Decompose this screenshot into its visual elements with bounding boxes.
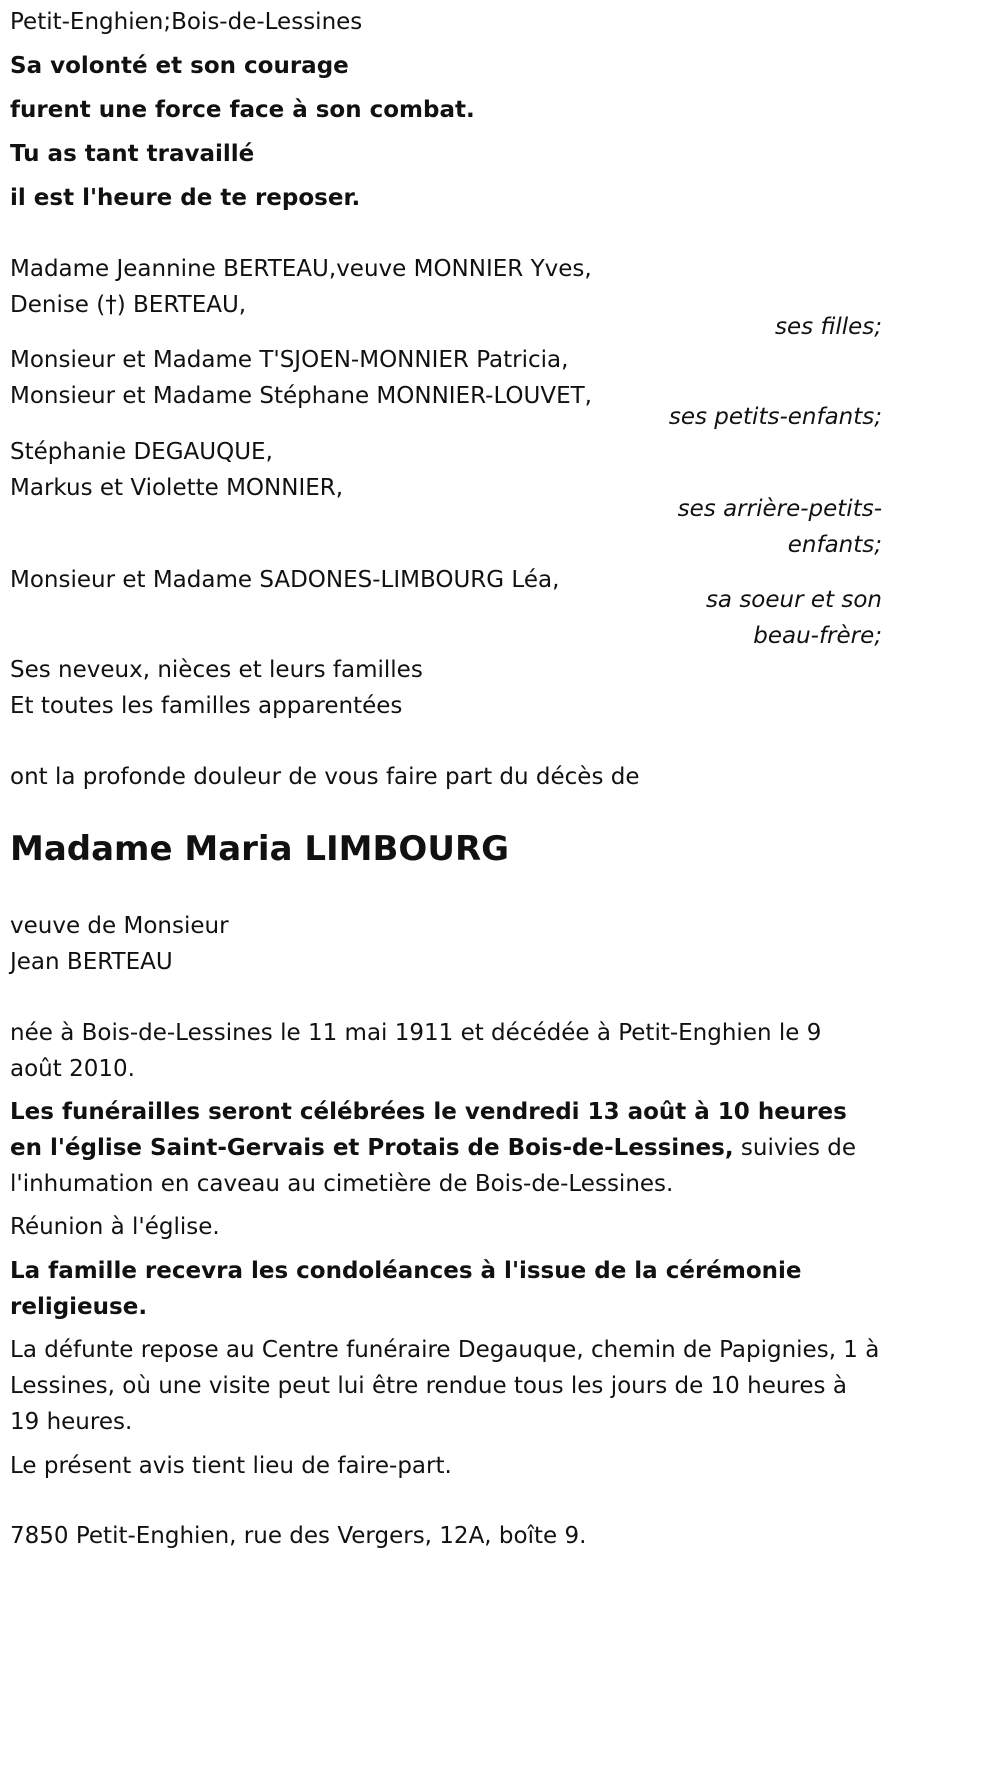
notice-line: Le présent avis tient lieu de faire-part. xyxy=(10,1453,452,1479)
family-grandchildren-line-1: Monsieur et Madame T'SJOEN-MONNIER Patricia, xyxy=(10,347,569,373)
family-great-grandchildren-line-1: Stéphanie DEGAUQUE, xyxy=(10,439,273,465)
address-line: 7850 Petit-Enghien, rue des Vergers, 12A, boîte 9. xyxy=(10,1523,587,1549)
widow-line-1: veuve de Monsieur xyxy=(10,913,229,939)
role-great-grandchildren-line-2: enfants; xyxy=(787,532,882,558)
funeral-details-rest: suivies de l'inhumation en caveau au cimetière de Bois-de-Lessines. xyxy=(10,1135,857,1197)
role-great-grandchildren-line-1: ses arrière-petits- xyxy=(677,496,882,522)
role-daughters: ses filles; xyxy=(775,314,882,340)
role-sister-line-1: sa soeur et son xyxy=(705,587,882,613)
family-sister-line-1: Monsieur et Madame SADONES-LIMBOURG Léa, xyxy=(10,567,560,593)
role-sister-line-2: beau-frère; xyxy=(753,623,882,649)
family-great-grandchildren-line-2: Markus et Violette MONNIER, xyxy=(10,475,344,501)
funeral-paragraph xyxy=(10,1094,880,1202)
birth-death-paragraph: née à Bois-de-Lessines le 11 mai 1911 et décédée à Petit-Enghien le 9 août 2010. xyxy=(10,1020,822,1082)
place-line: Petit-Enghien;Bois-de-Lessines xyxy=(10,9,363,35)
family-others-line-2: Et toutes les familles apparentées xyxy=(10,693,403,719)
poem-line-3: Tu as tant travaillé xyxy=(10,141,255,167)
poem-line-2: furent une force face à son combat. xyxy=(10,97,475,123)
reunion-line: Réunion à l'église. xyxy=(10,1214,220,1240)
poem-line-4: il est l'heure de te reposer. xyxy=(10,185,361,211)
funeral-details-bold: Les funérailles seront célébrées le vendredi 13 août à 10 heures en l'église Saint-Gervais et Protais de Bois-de-Lessines, xyxy=(10,1099,847,1161)
family-daughters-line-1: Madame Jeannine BERTEAU,veuve MONNIER Yves, xyxy=(10,256,592,282)
condolences-paragraph: La famille recevra les condoléances à l'issue de la cérémonie religieuse. xyxy=(10,1258,802,1320)
poem-line-1: Sa volonté et son courage xyxy=(10,53,349,79)
deceased-name: Madame Maria LIMBOURG xyxy=(10,829,510,869)
role-grandchildren: ses petits-enfants; xyxy=(668,404,882,430)
announcement-line: ont la profonde douleur de vous faire part du décès de xyxy=(10,764,640,790)
rest-paragraph: La défunte repose au Centre funéraire Degauque, chemin de Papignies, 1 à Lessines, où une visite peut lui être rendue tous les jours de 10 heures à 19 heures. xyxy=(10,1337,880,1435)
family-others-line-1: Ses neveux, nièces et leurs familles xyxy=(10,657,423,683)
family-grandchildren-line-2: Monsieur et Madame Stéphane MONNIER-LOUVET, xyxy=(10,383,592,409)
family-daughters-line-2: Denise (†) BERTEAU, xyxy=(10,292,247,318)
widow-line-2: Jean BERTEAU xyxy=(10,949,173,975)
